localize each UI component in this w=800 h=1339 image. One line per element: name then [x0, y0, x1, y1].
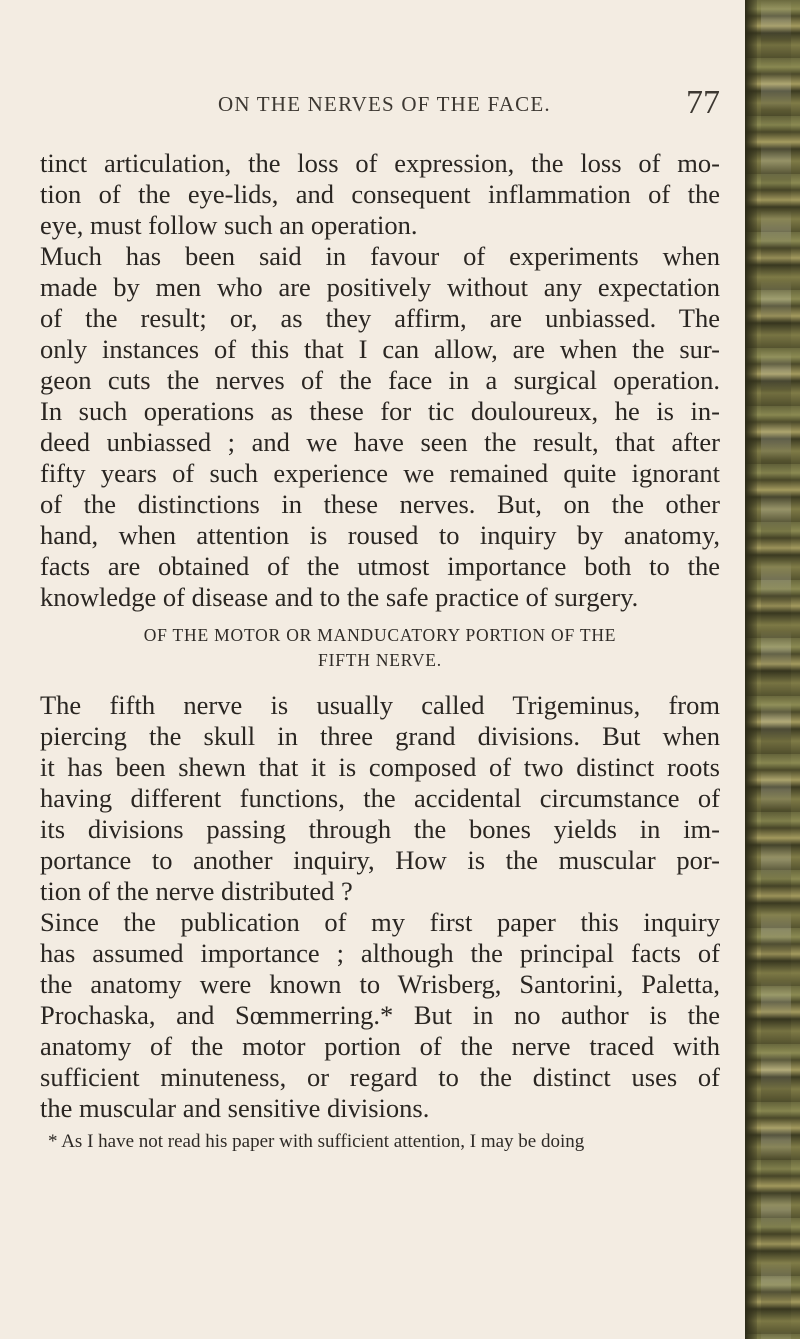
- text-line: made by men who are positively without any expectation: [40, 272, 720, 302]
- text-line: sufficient minuteness, or regard to the distinct uses of: [40, 1062, 720, 1092]
- text-line: of the distinctions in these nerves. But, on the other: [40, 489, 720, 519]
- text-line: Much has been said in favour of experiments when: [40, 241, 720, 271]
- text-line: tion of the eye-lids, and consequent inflammation of the: [40, 179, 720, 209]
- text-line: Prochaska, and Sœmmerring.* But in no author is the: [40, 1000, 720, 1030]
- text-line: the anatomy were known to Wrisberg, Santorini, Paletta,: [40, 969, 720, 999]
- text-line: anatomy of the motor portion of the nerve traced with: [40, 1031, 720, 1061]
- page-number: 77: [686, 84, 720, 121]
- text-line: eye, must follow such an operation.: [40, 210, 418, 240]
- text-line: piercing the skull in three grand divisions. But when: [40, 721, 720, 751]
- text-line: knowledge of disease and to the safe practice of surgery.: [40, 582, 639, 612]
- paragraph-2: [40, 241, 720, 613]
- text-line: tinct articulation, the loss of expression, the loss of mo-: [40, 148, 720, 178]
- running-title: ON THE NERVES OF THE FACE.: [218, 92, 551, 116]
- text-line: only instances of this that I can allow, are when the sur-: [40, 334, 720, 364]
- text-line: fifty years of such experience we remained quite ignorant: [40, 458, 720, 488]
- section-heading-line-2: FIFTH NERVE.: [318, 650, 442, 670]
- text-line: facts are obtained of the utmost importance both to the: [40, 551, 720, 581]
- binding-shadow: [745, 0, 757, 1339]
- text-line: In such operations as these for tic douloureux, he is in-: [40, 396, 720, 426]
- text-line: hand, when attention is roused to inquiry by anatomy,: [40, 520, 720, 550]
- paragraph-4: [40, 907, 720, 1124]
- text-line: Since the publication of my first paper this inquiry: [40, 907, 720, 937]
- section-heading: [40, 623, 720, 673]
- text-line: portance to another inquiry, How is the muscular por-: [40, 845, 720, 875]
- text-line: geon cuts the nerves of the face in a surgical operation.: [40, 365, 720, 395]
- section-heading-line-1: OF THE MOTOR OR MANDUCATORY PORTION OF THE: [143, 625, 617, 645]
- text-line: The fifth nerve is usually called Trigeminus, from: [40, 690, 720, 720]
- text-line: having different functions, the accidental circumstance of: [40, 783, 720, 813]
- text-line: the muscular and sensitive divisions.: [40, 1093, 430, 1123]
- book-binding-edge: [745, 0, 800, 1339]
- paragraph-1: [40, 148, 720, 241]
- footnote: * As I have not read his paper with sufficient attention, I may be doing: [48, 1131, 585, 1152]
- text-line: tion of the nerve distributed ?: [40, 876, 353, 906]
- text-line: of the result; or, as they affirm, are unbiassed. The: [40, 303, 720, 333]
- page-header: [40, 84, 730, 132]
- paragraph-3: [40, 690, 720, 907]
- binding-texture: [761, 0, 791, 1339]
- text-line: it has been shewn that it is composed of two distinct roots: [40, 752, 720, 782]
- text-line: its divisions passing through the bones yields in im-: [40, 814, 720, 844]
- text-line: has assumed importance ; although the principal facts of: [40, 938, 720, 968]
- text-line: deed unbiassed ; and we have seen the result, that after: [40, 427, 720, 457]
